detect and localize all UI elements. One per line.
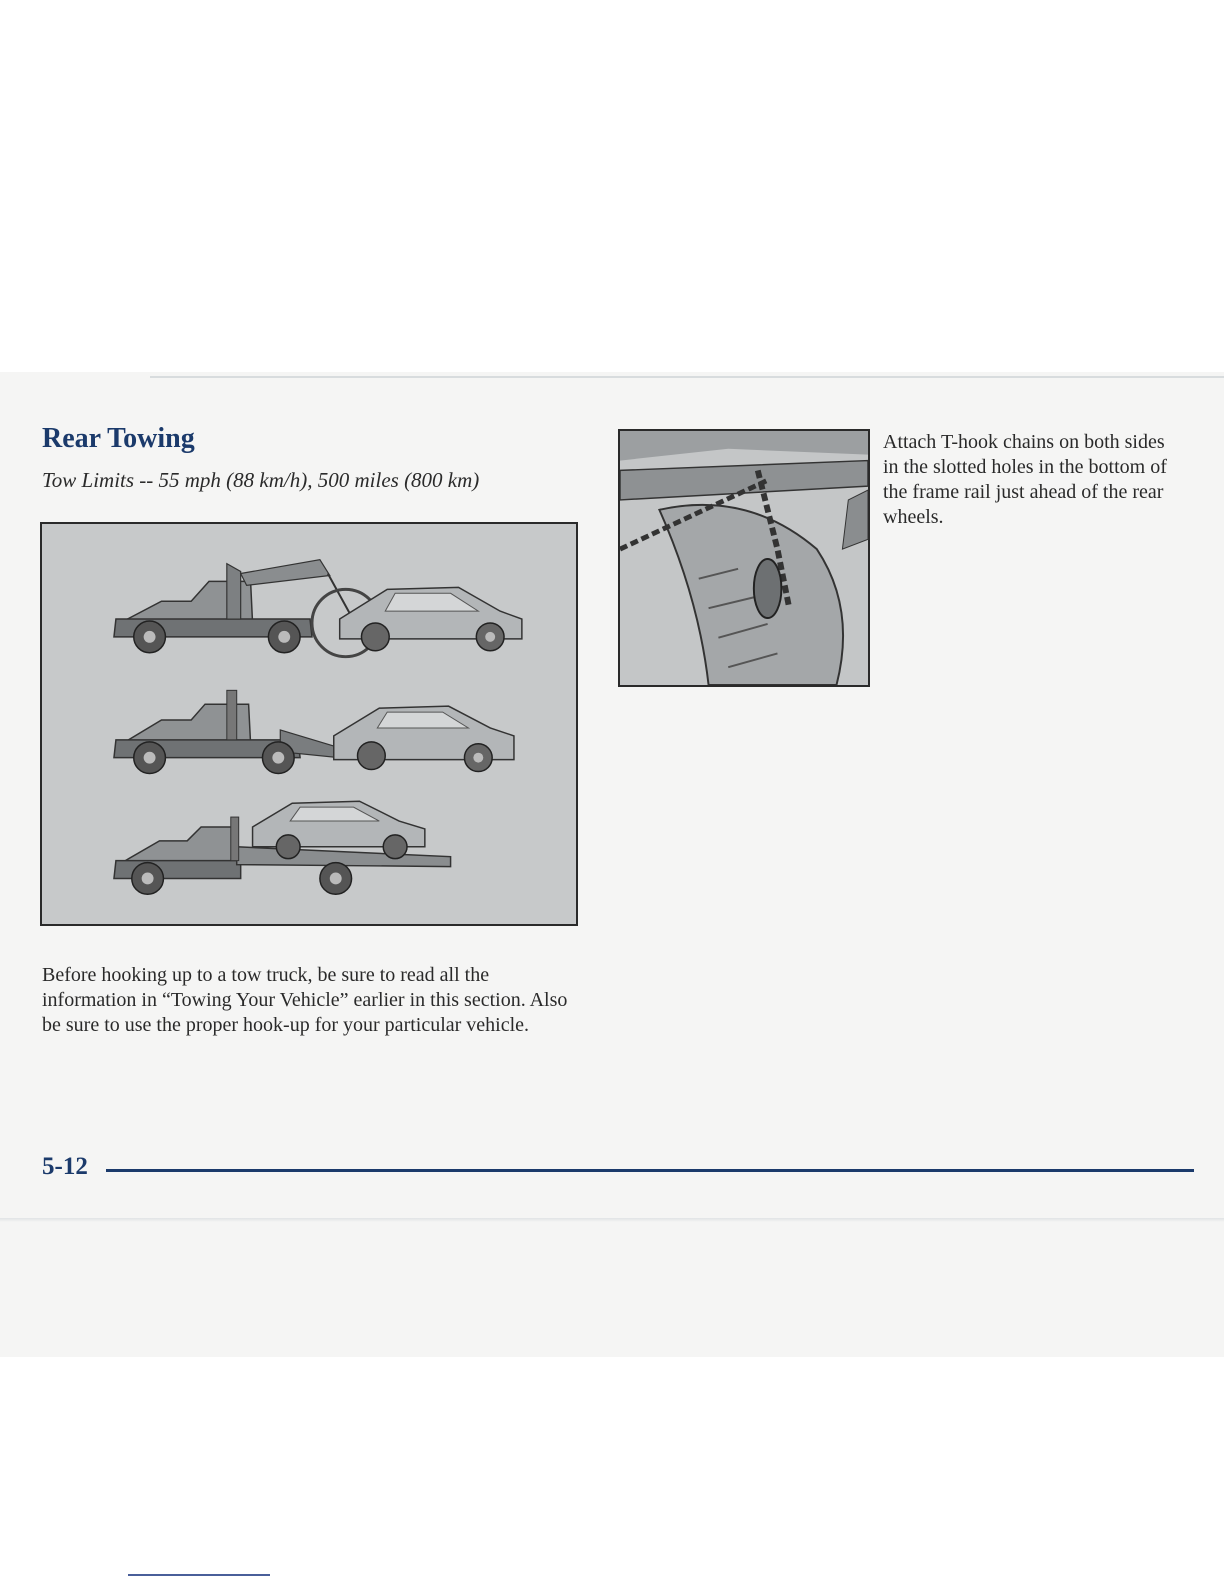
t-hook-chain-illustration — [618, 429, 870, 687]
tow-methods-illustration — [40, 522, 578, 926]
tow-limits-text: Tow Limits -- 55 mph (88 km/h), 500 miles (800 km) — [42, 468, 480, 492]
top-edge-rule — [150, 376, 1224, 378]
towing-intro-paragraph: Before hooking up to a tow truck, be sure to read all the information in “Towing Your Vehicle” earlier in this section. Also be sure to use the proper hook-up for your particular vehicle. — [42, 964, 568, 1036]
attach-instructions: Attach T-hook chains on both sides in the slotted holes in the bottom of the frame rail just ahead of the rear wheels. — [883, 431, 1167, 528]
bottom-edge-rule — [0, 1218, 1224, 1222]
section-title: Rear Towing — [42, 423, 195, 454]
stray-line — [128, 1574, 270, 1576]
page-footer — [42, 1153, 1152, 1187]
page-number: 5-12 — [42, 1153, 88, 1180]
footer-rule — [106, 1169, 1194, 1172]
t-hook — [754, 559, 782, 618]
